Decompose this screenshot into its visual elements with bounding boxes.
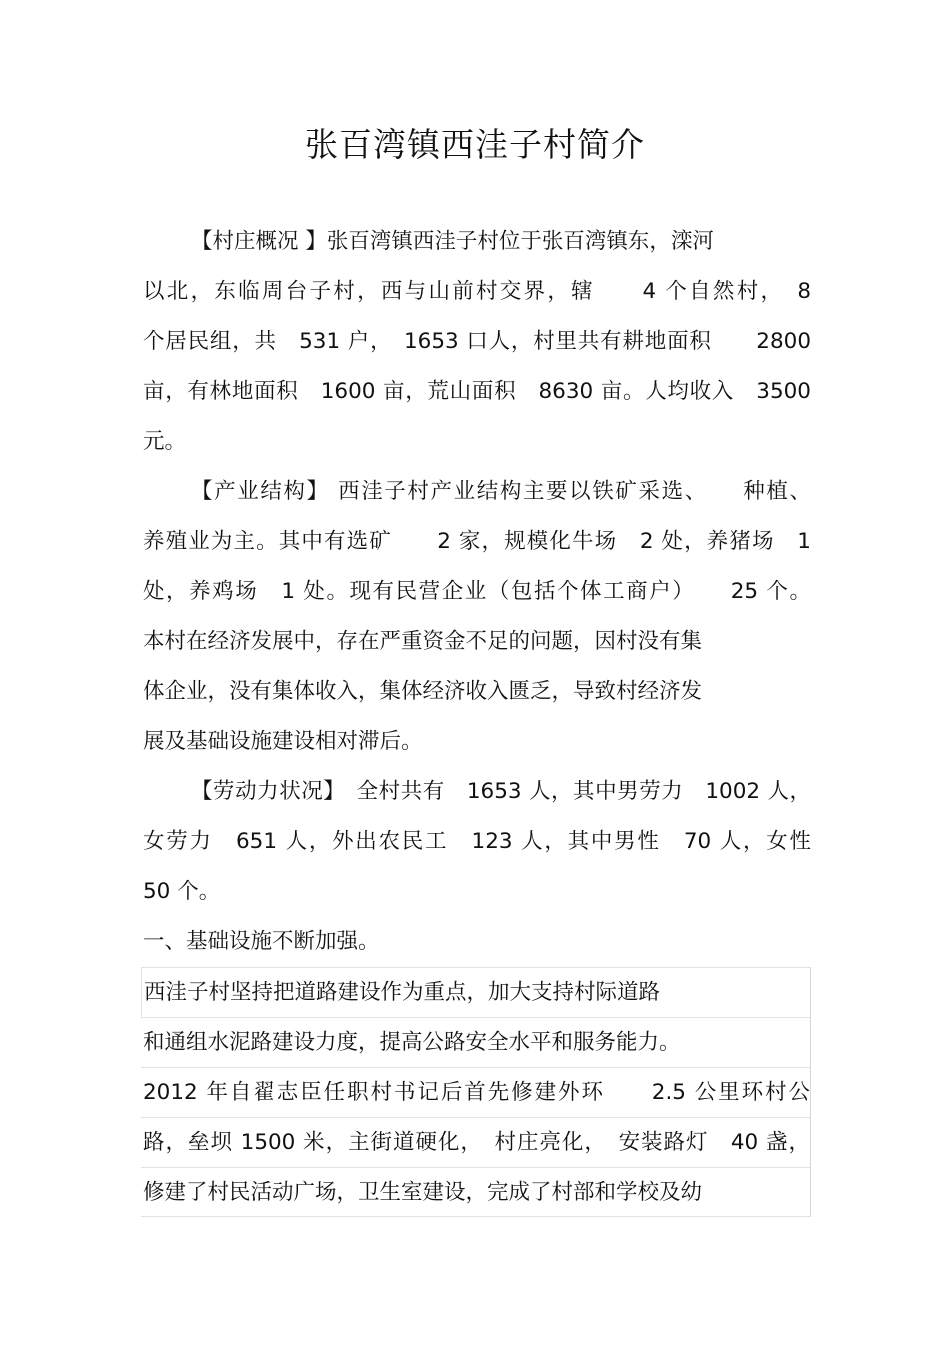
paragraph-line: 处，养鸡场 1 处。现有民营企业（包括个体工商户） 25 个。 (143, 579, 811, 604)
paragraph-line: 【村庄概况 】张百湾镇西洼子村位于张百湾镇东，滦河 (191, 229, 714, 254)
document-title: 张百湾镇西洼子村简介 (305, 125, 645, 164)
paragraph-line: 50 个。 (143, 879, 221, 904)
paragraph-line: 体企业，没有集体收入，集体经济收入匮乏，导致村经济发 (143, 679, 703, 704)
paragraph-line: 亩，有林地面积 1600 亩，荒山面积 8630 亩。人均收入 3500 (143, 379, 811, 404)
paragraph-line: 西洼子村坚持把道路建设作为重点，加大支持村际道路 (141, 967, 811, 1017)
paragraph-line: 以北，东临周台子村，西与山前村交界，辖 4 个自然村， 8 (143, 279, 811, 304)
section-heading: 一、基础设施不断加强。 (143, 929, 380, 954)
paragraph-line: 【产业结构】 西洼子村产业结构主要以铁矿采选、 种植、 (191, 479, 811, 504)
paragraph-line: 和通组水泥路建设力度，提高公路安全水平和服务能力。 (141, 1017, 811, 1067)
paragraph-line: 元。 (143, 429, 187, 454)
paragraph-line: 养殖业为主。其中有选矿 2 家，规模化牛场 2 处，养猪场 1 (143, 529, 811, 554)
paragraph-line: 女劳力 651 人，外出农民工 123 人，其中男性 70 人，女性 (143, 829, 811, 854)
paragraph-line: 修建了村民活动广场，卫生室建设，完成了村部和学校及幼 (141, 1167, 811, 1217)
paragraph-line: 本村在经济发展中，存在严重资金不足的问题，因村没有集 (143, 629, 703, 654)
paragraph-line: 展及基础设施建设相对滞后。 (143, 729, 423, 754)
paragraph-line: 个居民组，共 531 户， 1653 口人，村里共有耕地面积 2800 (143, 329, 811, 354)
paragraph-line: 【劳动力状况】 全村共有 1653 人，其中男劳力 1002 人， (191, 779, 811, 804)
paragraph-line: 2012 年自翟志臣任职村书记后首先修建外环 2.5 公里环村公 (141, 1067, 811, 1117)
paragraph-line: 路，垒坝 1500 米，主街道硬化， 村庄亮化， 安装路灯 40 盏， (141, 1117, 811, 1167)
document-body (143, 217, 811, 1217)
